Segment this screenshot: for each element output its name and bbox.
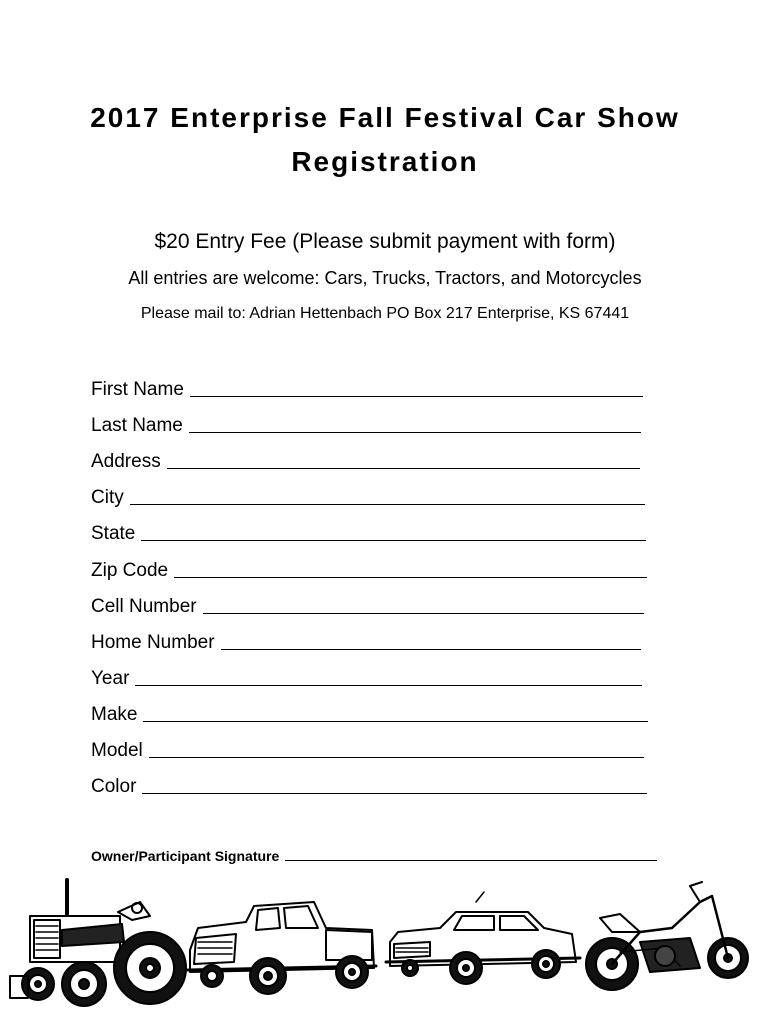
city-label: City	[91, 487, 124, 508]
zip-code-field	[91, 556, 647, 582]
pickup-truck-illustration	[188, 902, 376, 994]
last-name-input-line[interactable]	[189, 431, 641, 433]
welcome-text: All entries are welcome: Cars, Trucks, Tractors, and Motorcycles	[128, 268, 642, 288]
state-label: State	[91, 523, 136, 544]
page-title	[60, 96, 710, 184]
first-name-field	[91, 375, 643, 401]
title-line-1: 2017 Enterprise Fall Festival Car Show	[90, 102, 680, 133]
vintage-car-illustration	[386, 892, 580, 984]
make-field	[91, 700, 648, 726]
entry-fee-text: $20 Entry Fee (Please submit payment with form)	[154, 230, 616, 253]
signature-label: Owner/Participant Signature	[91, 848, 280, 864]
first-name-label: First Name	[91, 379, 184, 400]
make-input-line[interactable]	[143, 720, 648, 722]
year-field	[91, 664, 642, 690]
make-label: Make	[91, 704, 138, 725]
cell-number-field	[91, 592, 644, 618]
home-number-label: Home Number	[91, 632, 215, 653]
address-label: Address	[91, 451, 161, 472]
state-input-line[interactable]	[141, 539, 646, 541]
home-number-input-line[interactable]	[221, 648, 641, 650]
address-input-line[interactable]	[167, 467, 640, 469]
model-input-line[interactable]	[149, 756, 644, 758]
first-name-input-line[interactable]	[190, 395, 643, 397]
home-number-field	[91, 628, 641, 654]
last-name-field	[91, 411, 641, 437]
color-input-line[interactable]	[142, 792, 647, 794]
state-field	[91, 519, 646, 545]
year-label: Year	[91, 668, 130, 689]
vehicle-illustrations	[0, 872, 770, 1012]
city-input-line[interactable]	[130, 503, 645, 505]
zip-code-input-line[interactable]	[174, 576, 647, 578]
mail-address-text: Please mail to: Adrian Hettenbach PO Box 217 Enterprise, KS 67441	[140, 305, 630, 322]
model-field	[91, 736, 644, 762]
year-input-line[interactable]	[135, 684, 642, 686]
zip-code-label: Zip Code	[91, 560, 169, 581]
cell-number-input-line[interactable]	[203, 612, 644, 614]
signature-field	[91, 848, 657, 864]
model-label: Model	[91, 740, 143, 761]
address-field	[91, 447, 640, 473]
motorcycle-illustration	[586, 882, 748, 990]
tractor-illustration	[10, 880, 186, 1006]
cell-number-label: Cell Number	[91, 596, 197, 617]
title-line-2: Registration	[291, 146, 479, 177]
city-field	[91, 483, 645, 509]
signature-input-line[interactable]	[285, 860, 657, 861]
color-label: Color	[91, 776, 137, 797]
last-name-label: Last Name	[91, 415, 183, 436]
color-field	[91, 772, 647, 798]
